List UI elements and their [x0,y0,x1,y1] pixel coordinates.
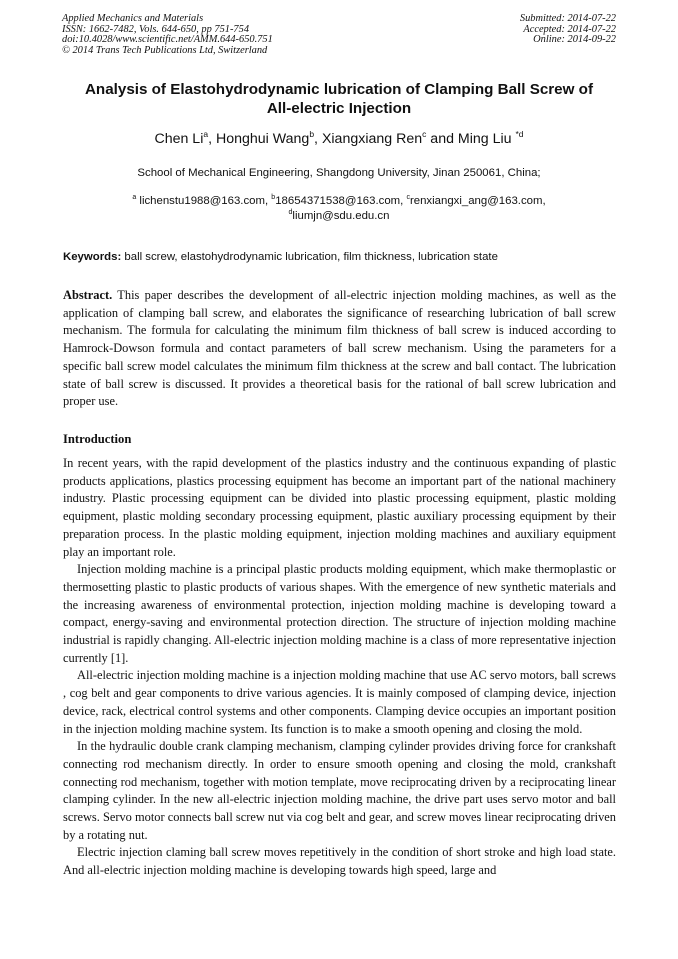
section-heading-introduction: Introduction [63,432,132,446]
accepted-date: Accepted: 2014-07-22 [523,23,616,35]
journal-info [62,14,273,56]
title-line-1: Analysis of Elastohydrodynamic lubrication of Clamping Ball Screw of [84,81,594,98]
submission-dates [520,14,616,46]
paragraph: Injection molding machine is a principal plastic products molding equipment, which make thermoplastic or thermosetting plastic to plastic products of various shapes. With the emergence of new synthetic materials and the increasing awareness of environmental protection, injection molding machine is developing toward a compact, energy-saving and environmental protection direction. The structure of injection molding machine industrial is rapidly changing. All-electric injection molding machine is a class of more representative injection currently [1]. [63,562,616,665]
title-line-2: All-electric Injection [266,100,412,117]
email-text: renxiangxi_ang@163.com, [409,195,546,207]
copyright-line: © 2014 Trans Tech Publications Ltd, Switzerland [62,44,268,56]
abstract-label: Abstract. [63,288,113,302]
author-name: Xiangxiang Ren [321,131,423,147]
email-sup: b [271,194,276,201]
author-sep: , [314,131,322,147]
author-sep: and [426,131,458,147]
email-text: lichenstu1988@163.com, [136,195,272,207]
journal-name: Applied Mechanics and Materials [62,13,204,24]
online-date: Online: 2014-09-22 [533,34,616,46]
paragraph: Electric injection claming ball screw moves repetitively in the condition of short stroke and high load state. And all-electric injection molding machine is developing towards high speed, large and [63,845,616,878]
author-emails [50,194,628,224]
paragraph: All-electric injection molding machine is a injection molding machine that use AC servo motors, ball screws , cog belt and gear components to drive various agencies. It is mainly composed of clamping device, injection device, rack, electrical control systems and other components. Clamping device occupies an important position in the injection molding machine system. Its function is to make a smooth opening and closing the mold. [63,668,616,736]
paper-title [50,80,628,118]
keywords [63,250,623,264]
keywords-text: ball screw, elastohydrodynamic lubrication, film thickness, lubrication state [121,251,498,263]
author-name: Chen Li [154,131,204,147]
email-line-1 [50,194,628,209]
abstract-text: This paper describes the development of all-electric injection molding machines, as well as the application of clamping ball screw, and elaborates the significance of researching lubrication of ball screw mechanism. The formula for calculating the minimum film thickness of ball screw is induced according to Hamrock-Dowson formula and contact parameters of ball screw mechanism. Using the parameters for a specific ball screw model calculates the minimum film thickness at the screw and ball contact. The lubrication state of ball screw is discussed. It provides a theoretical basis for the rational of ball screw lubrication and proper use. [63,288,616,409]
author-name: Honghui Wang [215,131,310,147]
author-sup: *d [515,129,524,139]
doi-line: doi:10.4028/www.scientific.net/AMM.644-650.751 [62,34,273,46]
author-name: Ming Liu [457,131,516,147]
email-sup: a [132,194,137,201]
email-text: liumjn@sdu.edu.cn [292,210,390,222]
abstract [63,287,616,411]
issn-line: ISSN: 1662-7482, Vols. 644-650, pp 751-754 [62,23,250,35]
submitted-date: Submitted: 2014-07-22 [519,13,616,24]
email-sup: d [288,209,293,216]
keywords-label: Keywords: [63,251,122,263]
affiliation: School of Mechanical Engineering, Shangdong University, Jinan 250061, China; [137,167,541,179]
introduction-body [63,455,616,880]
email-text: 18654371538@163.com, [275,195,407,207]
paragraph: In the hydraulic double crank clamping mechanism, clamping cylinder provides driving force for crankshaft connecting rod mechanism directly. In order to ensure smooth opening and closing the mold, crankshaft connecting rod mechanism, together with motion template, move reciprocating driven by a reciprocating linear clamping cylinder. In the new all-electric injection molding machine, the drive part uses servo motor and ball screws. Servo motor connects ball screw nut via cog belt and gear, and screw moves linear reciprocating driven by a rotating nut. [63,739,616,842]
paragraph: In recent years, with the rapid development of the plastics industry and the continuous expanding of plastic products applications, plastics processing equipment has become an important part of the national machinery industry. Plastic processing equipment can be divided into plastic processing equipment, plastic molding equipment, plastic molding secondary processing equipment, plastic auxiliary processing equipment by their preparation process. In the plastic molding equipment, injection molding machines and auxiliary equipment play an important role. [63,456,616,559]
email-line-2 [50,209,628,224]
author-list [50,130,628,148]
author-sup: a [203,129,209,139]
email-sup: c [406,194,410,201]
author-sup: c [422,129,427,139]
author-sep: , [208,131,216,147]
author-sup: b [309,129,315,139]
